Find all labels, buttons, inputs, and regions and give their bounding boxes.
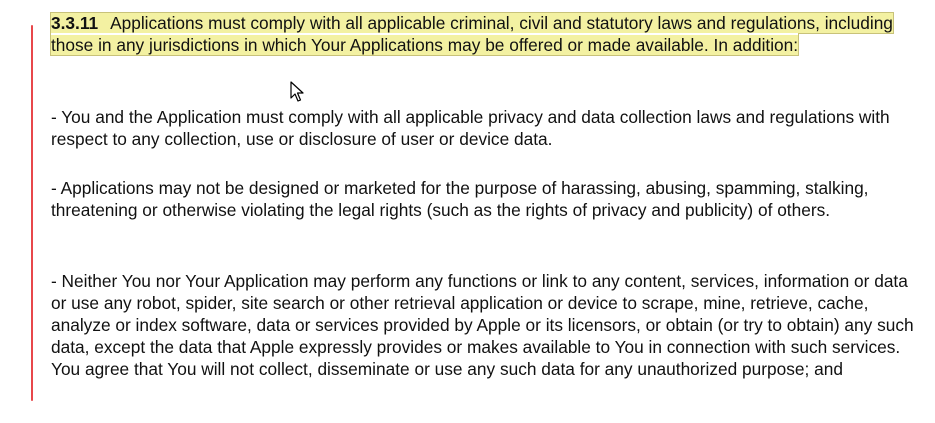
highlighted-section	[51, 13, 893, 55]
paragraph-harassment: - Applications may not be designed or marketed for the purpose of harassing, abusing, spamming, stalking, threatening or otherwise violating the legal rights (such as the rights of privacy and publicity) of others.	[51, 178, 869, 220]
section-heading	[51, 12, 921, 56]
paragraph-privacy: - You and the Application must comply with all applicable privacy and data collection laws and regulations with respect to any collection, use or disclosure of user or device data.	[51, 107, 890, 149]
change-bar	[31, 25, 33, 401]
section-text: Applications must comply with all applicable criminal, civil and statutory laws and regulations, including those in any jurisdictions in which Your Applications may be offered or made available. In addition:	[51, 13, 893, 55]
paragraph-data-use: - Neither You nor Your Application may perform any functions or link to any content, services, information or data or use any robot, spider, site search or other retrieval application or device to scrape, mine, retrieve, cache, analyze or index software, data or services provided by Apple or its licensors, or obtain (or try to obtain) any such data, except the data that Apple expressly provides or makes available to You in connection with such services. You agree that You will not collect, disseminate or use any such data for any unauthorized purpose; and	[51, 271, 914, 379]
arrow-pointer-icon	[290, 81, 304, 103]
document-body	[51, 12, 921, 379]
section-number: 3.3.11	[51, 13, 99, 33]
